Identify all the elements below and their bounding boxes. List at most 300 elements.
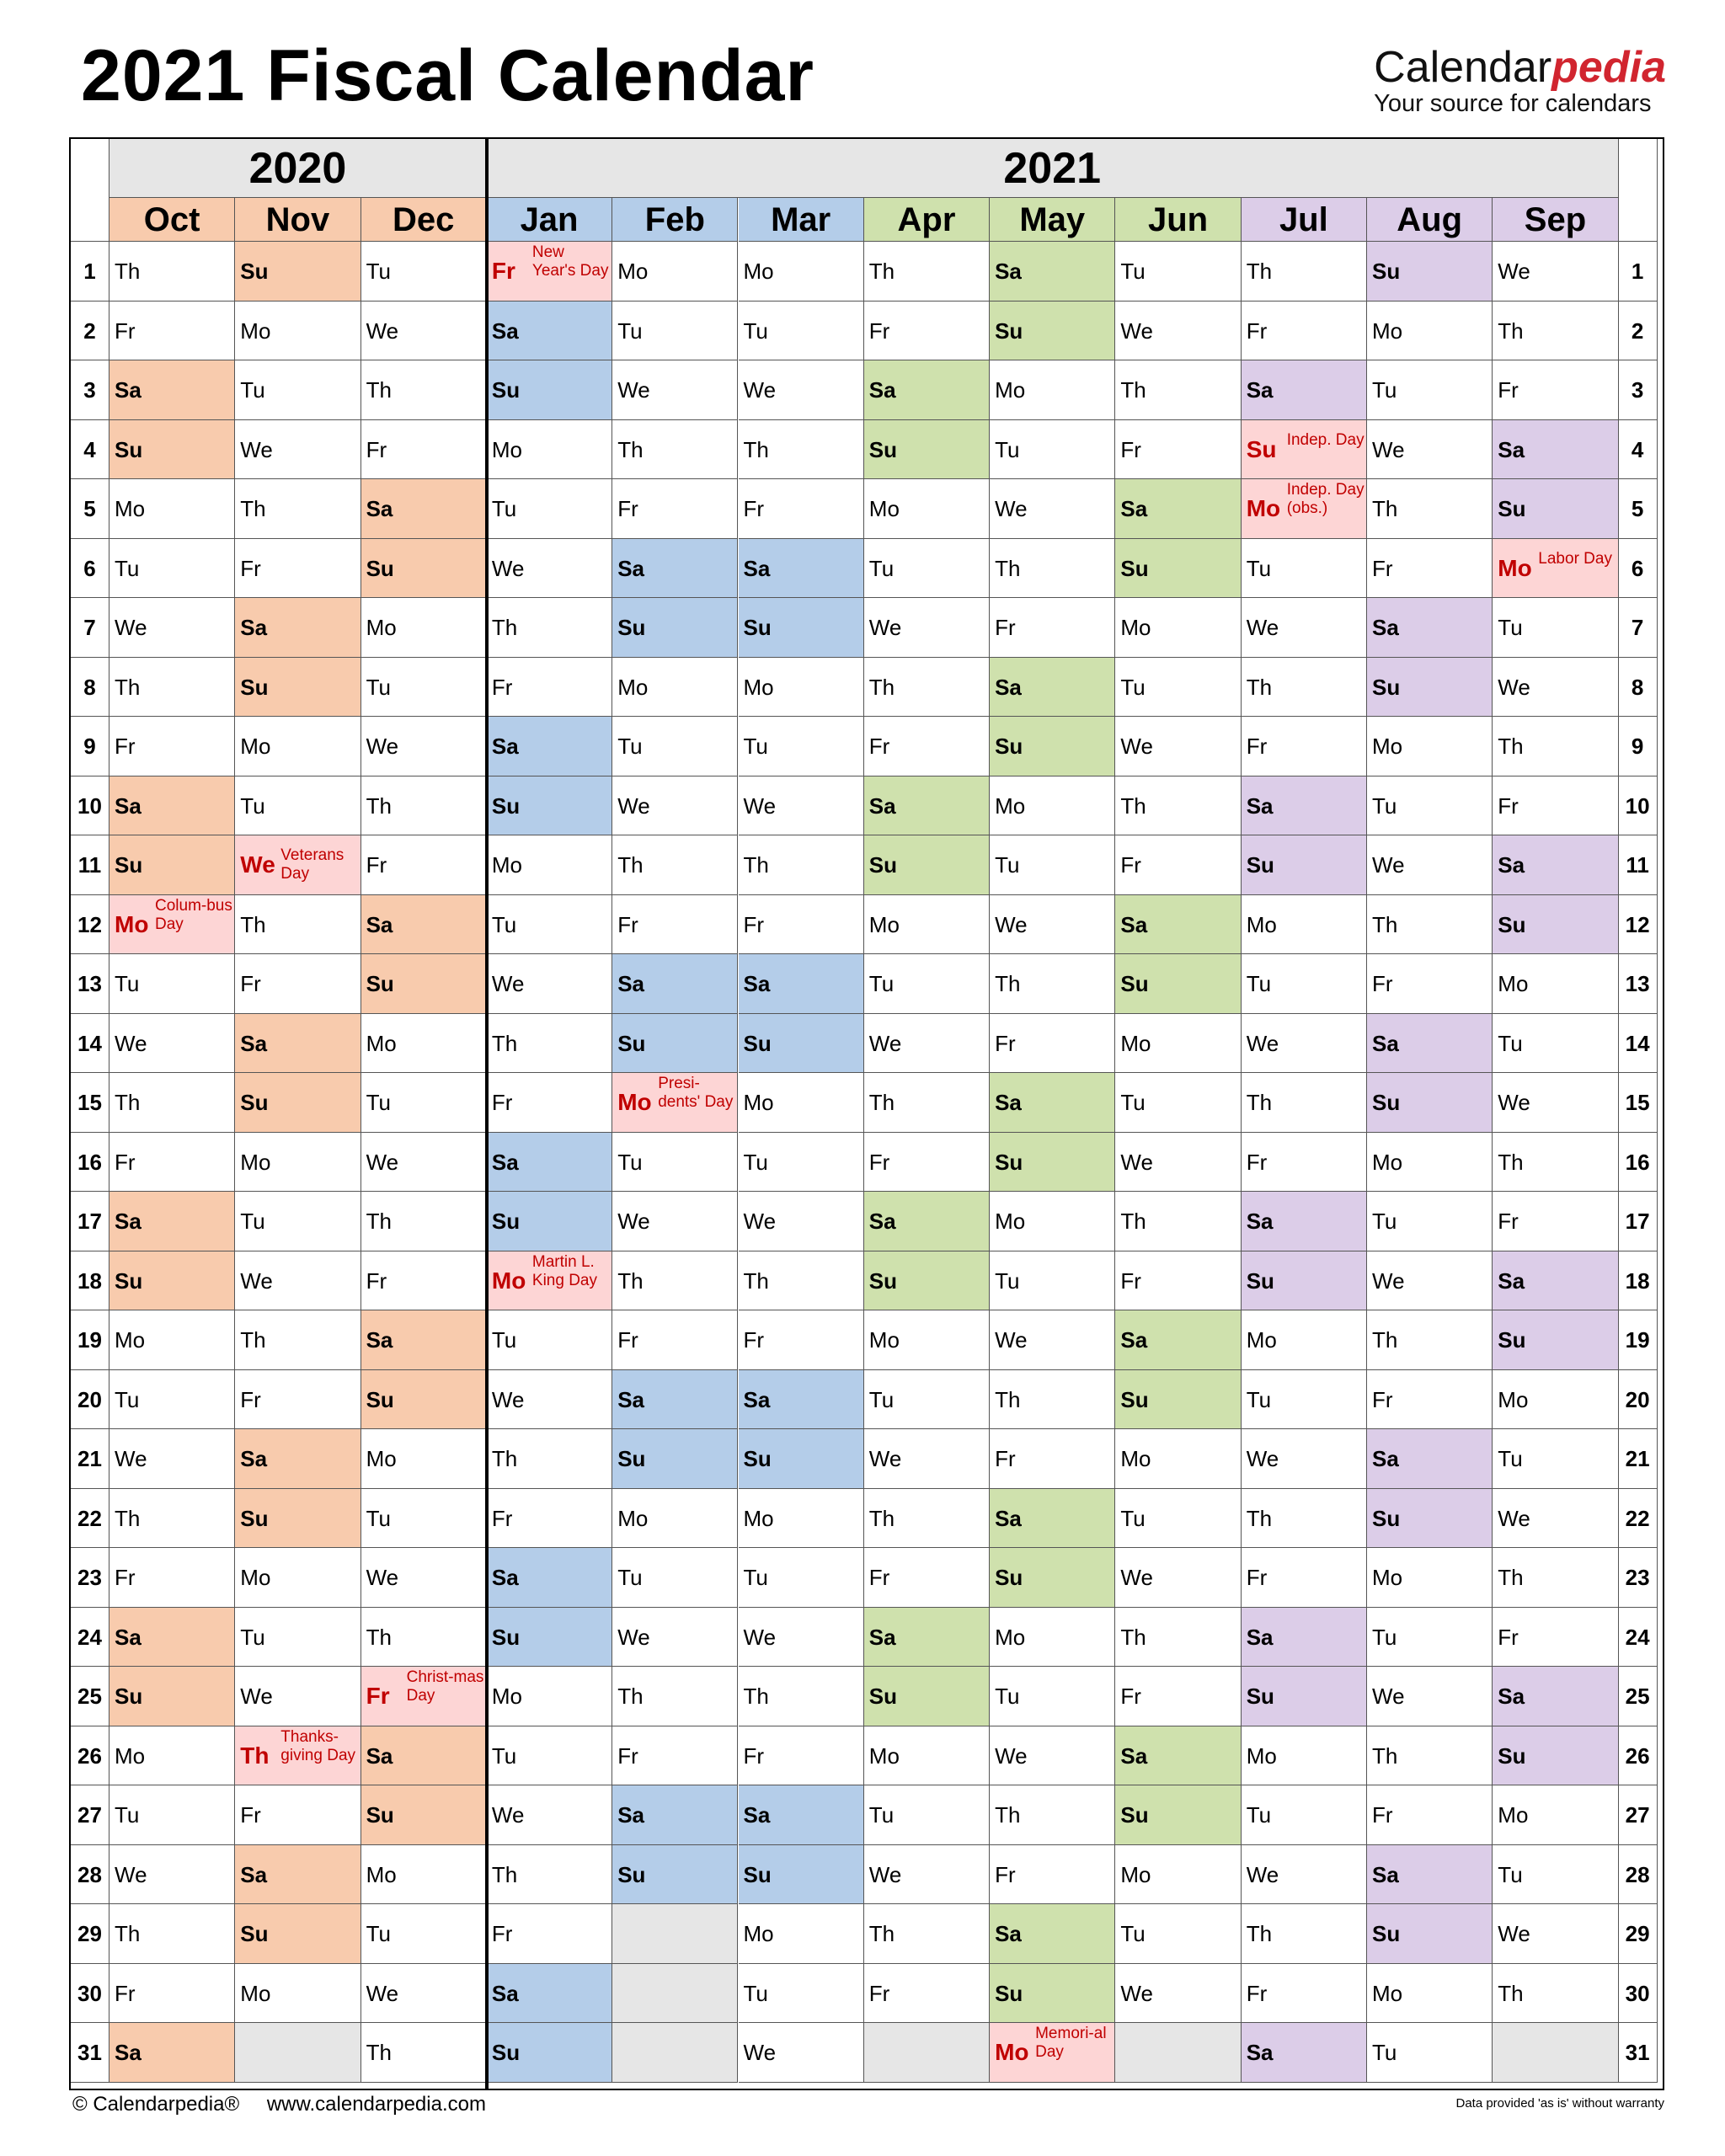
day-cell[interactable] [1493,360,1618,420]
day-cell[interactable] [361,2023,487,2083]
day-cell[interactable] [612,1608,738,1668]
day-cell[interactable] [739,1726,864,1786]
day-cell[interactable] [1367,1133,1493,1193]
day-cell[interactable] [361,1667,487,1726]
day-cell[interactable] [235,1964,360,2024]
day-cell[interactable] [1493,242,1618,302]
day-cell[interactable] [864,835,990,895]
day-cell[interactable] [361,1251,487,1311]
day-cell[interactable] [864,954,990,1014]
day-cell[interactable] [612,1845,738,1905]
day-cell[interactable] [1242,895,1367,955]
day-cell[interactable] [1367,1073,1493,1133]
day-cell[interactable] [235,420,360,480]
day-cell[interactable] [1493,1310,1618,1370]
day-cell[interactable] [990,1726,1115,1786]
day-cell[interactable] [864,1133,990,1193]
day-cell[interactable] [739,420,864,480]
day-cell[interactable] [612,302,738,361]
day-cell[interactable] [1242,1073,1367,1133]
day-cell[interactable] [990,1133,1115,1193]
day-cell[interactable] [1242,1310,1367,1370]
day-cell[interactable] [864,598,990,658]
day-cell[interactable] [612,1133,738,1193]
day-cell[interactable] [1242,302,1367,361]
day-cell[interactable] [612,1548,738,1608]
day-cell[interactable] [487,1608,612,1668]
day-cell[interactable] [1242,658,1367,718]
day-cell[interactable] [864,1726,990,1786]
day-cell[interactable] [864,1370,990,1430]
day-cell[interactable] [361,598,487,658]
day-cell[interactable] [487,1014,612,1074]
day-cell[interactable] [1115,1073,1241,1133]
day-cell[interactable] [1493,776,1618,836]
day-cell[interactable] [739,1785,864,1845]
day-cell[interactable] [109,242,235,302]
day-cell[interactable] [864,1192,990,1251]
day-cell[interactable] [361,1310,487,1370]
day-cell[interactable] [361,1608,487,1668]
day-cell[interactable] [739,598,864,658]
day-cell[interactable] [109,1608,235,1668]
day-cell[interactable] [109,1548,235,1608]
day-cell[interactable] [1367,1014,1493,1074]
day-cell[interactable] [612,479,738,539]
day-cell[interactable] [1493,1429,1618,1489]
day-cell[interactable] [1242,598,1367,658]
day-cell[interactable] [1242,1726,1367,1786]
day-cell[interactable] [990,717,1115,776]
day-cell[interactable] [109,1904,235,1964]
day-cell[interactable] [109,598,235,658]
day-cell[interactable] [487,420,612,480]
day-cell[interactable] [109,1429,235,1489]
day-cell[interactable] [1367,776,1493,836]
day-cell[interactable] [1242,242,1367,302]
day-cell[interactable] [1115,1370,1241,1430]
day-cell[interactable] [361,360,487,420]
day-cell[interactable] [1493,1845,1618,1905]
day-cell[interactable] [235,1370,360,1430]
day-cell[interactable] [1367,242,1493,302]
day-cell[interactable] [864,1904,990,1964]
day-cell[interactable] [864,1785,990,1845]
day-cell[interactable] [1367,479,1493,539]
day-cell[interactable] [1493,1785,1618,1845]
day-cell[interactable] [1493,895,1618,955]
day-cell[interactable] [1242,1548,1367,1608]
day-cell[interactable] [864,1845,990,1905]
day-cell[interactable] [864,1014,990,1074]
day-cell[interactable] [990,776,1115,836]
day-cell[interactable] [612,954,738,1014]
day-cell[interactable] [109,1310,235,1370]
day-cell[interactable] [487,1251,612,1311]
day-cell[interactable] [1242,539,1367,599]
day-cell[interactable] [361,1073,487,1133]
day-cell[interactable] [361,1964,487,2024]
day-cell[interactable] [1115,598,1241,658]
day-cell[interactable] [1493,1548,1618,1608]
day-cell[interactable] [1115,302,1241,361]
day-cell[interactable] [1115,1785,1241,1845]
day-cell[interactable] [612,1370,738,1430]
day-cell[interactable] [739,1133,864,1193]
day-cell[interactable] [612,1014,738,1074]
day-cell[interactable] [235,242,360,302]
day-cell[interactable] [864,1429,990,1489]
day-cell[interactable] [739,479,864,539]
day-cell[interactable] [1493,1370,1618,1430]
day-cell[interactable] [864,717,990,776]
day-cell[interactable] [739,1489,864,1549]
day-cell[interactable] [1367,1667,1493,1726]
day-cell[interactable] [1493,302,1618,361]
day-cell[interactable] [739,1608,864,1668]
day-cell[interactable] [990,1667,1115,1726]
day-cell[interactable] [864,1667,990,1726]
day-cell[interactable] [612,1726,738,1786]
day-cell[interactable] [1493,1489,1618,1549]
day-cell[interactable] [361,1429,487,1489]
day-cell[interactable] [739,1073,864,1133]
day-cell[interactable] [739,539,864,599]
day-cell[interactable] [1242,1608,1367,1668]
day-cell[interactable] [739,717,864,776]
day-cell[interactable] [109,1370,235,1430]
day-cell[interactable] [109,1964,235,2024]
day-cell[interactable] [1242,717,1367,776]
day-cell[interactable] [487,1667,612,1726]
day-cell[interactable] [990,302,1115,361]
day-cell[interactable] [487,1726,612,1786]
day-cell[interactable] [487,1964,612,2024]
day-cell[interactable] [1242,479,1367,539]
day-cell[interactable] [990,1014,1115,1074]
day-cell[interactable] [1493,1133,1618,1193]
day-cell[interactable] [1367,1845,1493,1905]
day-cell[interactable] [864,1073,990,1133]
day-cell[interactable] [1493,835,1618,895]
day-cell[interactable] [235,1429,360,1489]
day-cell[interactable] [487,598,612,658]
footer-url[interactable]: www.calendarpedia.com [266,2093,486,2116]
day-cell[interactable] [235,1133,360,1193]
day-cell[interactable] [612,1667,738,1726]
day-cell[interactable] [361,1904,487,1964]
day-cell[interactable] [361,1014,487,1074]
day-cell[interactable] [1493,1726,1618,1786]
day-cell[interactable] [361,1370,487,1430]
day-cell[interactable] [739,1667,864,1726]
day-cell[interactable] [612,539,738,599]
day-cell[interactable] [1115,776,1241,836]
day-cell[interactable] [109,895,235,955]
day-cell[interactable] [361,420,487,480]
day-cell[interactable] [235,1726,360,1786]
day-cell[interactable] [109,479,235,539]
day-cell[interactable] [235,954,360,1014]
day-cell[interactable] [990,598,1115,658]
day-cell[interactable] [1493,479,1618,539]
day-cell[interactable] [361,658,487,718]
day-cell[interactable] [1115,539,1241,599]
day-cell[interactable] [739,835,864,895]
day-cell[interactable] [739,658,864,718]
day-cell[interactable] [739,360,864,420]
day-cell[interactable] [864,1489,990,1549]
day-cell[interactable] [990,1192,1115,1251]
day-cell[interactable] [1115,954,1241,1014]
day-cell[interactable] [612,717,738,776]
day-cell[interactable] [739,1845,864,1905]
day-cell[interactable] [487,835,612,895]
day-cell[interactable] [109,1785,235,1845]
day-cell[interactable] [235,1192,360,1251]
day-cell[interactable] [864,1608,990,1668]
day-cell[interactable] [487,895,612,955]
day-cell[interactable] [1367,835,1493,895]
day-cell[interactable] [1493,717,1618,776]
day-cell[interactable] [990,2023,1115,2083]
day-cell[interactable] [864,302,990,361]
day-cell[interactable] [235,776,360,836]
day-cell[interactable] [990,895,1115,955]
day-cell[interactable] [1367,1726,1493,1786]
day-cell[interactable] [990,242,1115,302]
day-cell[interactable] [487,539,612,599]
day-cell[interactable] [864,1548,990,1608]
day-cell[interactable] [990,1251,1115,1311]
day-cell[interactable] [361,954,487,1014]
day-cell[interactable] [739,1251,864,1311]
day-cell[interactable] [361,1548,487,1608]
day-cell[interactable] [109,360,235,420]
day-cell[interactable] [612,598,738,658]
day-cell[interactable] [1367,2023,1493,2083]
day-cell[interactable] [361,895,487,955]
day-cell[interactable] [1493,1192,1618,1251]
day-cell[interactable] [1115,420,1241,480]
day-cell[interactable] [109,1667,235,1726]
day-cell[interactable] [739,1192,864,1251]
day-cell[interactable] [361,539,487,599]
day-cell[interactable] [990,835,1115,895]
day-cell[interactable] [1115,1548,1241,1608]
day-cell[interactable] [235,835,360,895]
day-cell[interactable] [739,776,864,836]
day-cell[interactable] [1242,1904,1367,1964]
day-cell[interactable] [361,1489,487,1549]
day-cell[interactable] [1242,1845,1367,1905]
day-cell[interactable] [864,360,990,420]
day-cell[interactable] [361,1192,487,1251]
day-cell[interactable] [612,776,738,836]
day-cell[interactable] [235,895,360,955]
day-cell[interactable] [739,1014,864,1074]
day-cell[interactable] [1242,1429,1367,1489]
day-cell[interactable] [1367,360,1493,420]
day-cell[interactable] [1367,420,1493,480]
day-cell[interactable] [1242,2023,1367,2083]
day-cell[interactable] [1493,598,1618,658]
day-cell[interactable] [109,420,235,480]
day-cell[interactable] [612,1192,738,1251]
day-cell[interactable] [487,1489,612,1549]
day-cell[interactable] [864,420,990,480]
day-cell[interactable] [361,835,487,895]
day-cell[interactable] [487,776,612,836]
day-cell[interactable] [864,479,990,539]
day-cell[interactable] [235,302,360,361]
day-cell[interactable] [109,539,235,599]
day-cell[interactable] [739,242,864,302]
day-cell[interactable] [739,1370,864,1430]
day-cell[interactable] [235,598,360,658]
day-cell[interactable] [1493,539,1618,599]
day-cell[interactable] [864,1251,990,1311]
day-cell[interactable] [739,302,864,361]
day-cell[interactable] [739,1310,864,1370]
day-cell[interactable] [612,1785,738,1845]
day-cell[interactable] [235,1251,360,1311]
day-cell[interactable] [109,835,235,895]
day-cell[interactable] [361,242,487,302]
day-cell[interactable] [1242,1014,1367,1074]
day-cell[interactable] [612,1489,738,1549]
day-cell[interactable] [990,1608,1115,1668]
day-cell[interactable] [990,1489,1115,1549]
day-cell[interactable] [739,954,864,1014]
day-cell[interactable] [1115,1964,1241,2024]
day-cell[interactable] [361,479,487,539]
day-cell[interactable] [1367,658,1493,718]
day-cell[interactable] [1493,1964,1618,2024]
day-cell[interactable] [990,360,1115,420]
day-cell[interactable] [487,1370,612,1430]
day-cell[interactable] [109,1845,235,1905]
day-cell[interactable] [990,1370,1115,1430]
day-cell[interactable] [1367,1429,1493,1489]
day-cell[interactable] [739,1429,864,1489]
day-cell[interactable] [1367,895,1493,955]
day-cell[interactable] [235,1785,360,1845]
day-cell[interactable] [990,1073,1115,1133]
day-cell[interactable] [612,895,738,955]
day-cell[interactable] [109,1073,235,1133]
day-cell[interactable] [1115,835,1241,895]
day-cell[interactable] [739,1548,864,1608]
day-cell[interactable] [235,1667,360,1726]
day-cell[interactable] [990,1429,1115,1489]
day-cell[interactable] [1242,1667,1367,1726]
day-cell[interactable] [990,479,1115,539]
day-cell[interactable] [1242,1785,1367,1845]
day-cell[interactable] [1493,954,1618,1014]
day-cell[interactable] [487,1785,612,1845]
day-cell[interactable] [1115,1726,1241,1786]
day-cell[interactable] [990,658,1115,718]
day-cell[interactable] [1115,1489,1241,1549]
day-cell[interactable] [1242,1489,1367,1549]
day-cell[interactable] [487,360,612,420]
day-cell[interactable] [235,658,360,718]
day-cell[interactable] [612,658,738,718]
day-cell[interactable] [1493,1667,1618,1726]
day-cell[interactable] [109,776,235,836]
day-cell[interactable] [1367,302,1493,361]
day-cell[interactable] [1367,1310,1493,1370]
day-cell[interactable] [487,658,612,718]
day-cell[interactable] [235,1904,360,1964]
day-cell[interactable] [1242,1370,1367,1430]
day-cell[interactable] [109,1014,235,1074]
day-cell[interactable] [612,1429,738,1489]
day-cell[interactable] [487,1073,612,1133]
day-cell[interactable] [487,1133,612,1193]
day-cell[interactable] [990,1548,1115,1608]
day-cell[interactable] [1242,1251,1367,1311]
day-cell[interactable] [1115,360,1241,420]
day-cell[interactable] [487,302,612,361]
day-cell[interactable] [612,1073,738,1133]
day-cell[interactable] [1493,658,1618,718]
day-cell[interactable] [109,954,235,1014]
day-cell[interactable] [1367,1251,1493,1311]
day-cell[interactable] [990,1785,1115,1845]
day-cell[interactable] [1115,1845,1241,1905]
day-cell[interactable] [1367,1548,1493,1608]
day-cell[interactable] [1493,1014,1618,1074]
day-cell[interactable] [1115,895,1241,955]
day-cell[interactable] [1242,835,1367,895]
day-cell[interactable] [612,835,738,895]
day-cell[interactable] [1367,1785,1493,1845]
day-cell[interactable] [1367,1489,1493,1549]
day-cell[interactable] [487,1310,612,1370]
day-cell[interactable] [1493,1073,1618,1133]
day-cell[interactable] [487,717,612,776]
day-cell[interactable] [1367,1608,1493,1668]
day-cell[interactable] [487,242,612,302]
day-cell[interactable] [109,2023,235,2083]
day-cell[interactable] [990,1904,1115,1964]
day-cell[interactable] [612,360,738,420]
day-cell[interactable] [739,895,864,955]
day-cell[interactable] [235,717,360,776]
day-cell[interactable] [1493,1608,1618,1668]
day-cell[interactable] [109,1489,235,1549]
day-cell[interactable] [612,420,738,480]
day-cell[interactable] [1242,1192,1367,1251]
day-cell[interactable] [1367,539,1493,599]
day-cell[interactable] [109,1192,235,1251]
day-cell[interactable] [1493,1251,1618,1311]
day-cell[interactable] [235,1608,360,1668]
day-cell[interactable] [739,2023,864,2083]
day-cell[interactable] [109,717,235,776]
day-cell[interactable] [1367,598,1493,658]
day-cell[interactable] [235,479,360,539]
day-cell[interactable] [1242,954,1367,1014]
day-cell[interactable] [990,1845,1115,1905]
day-cell[interactable] [109,302,235,361]
day-cell[interactable] [1115,1133,1241,1193]
day-cell[interactable] [235,1489,360,1549]
day-cell[interactable] [1115,1667,1241,1726]
day-cell[interactable] [1115,1310,1241,1370]
